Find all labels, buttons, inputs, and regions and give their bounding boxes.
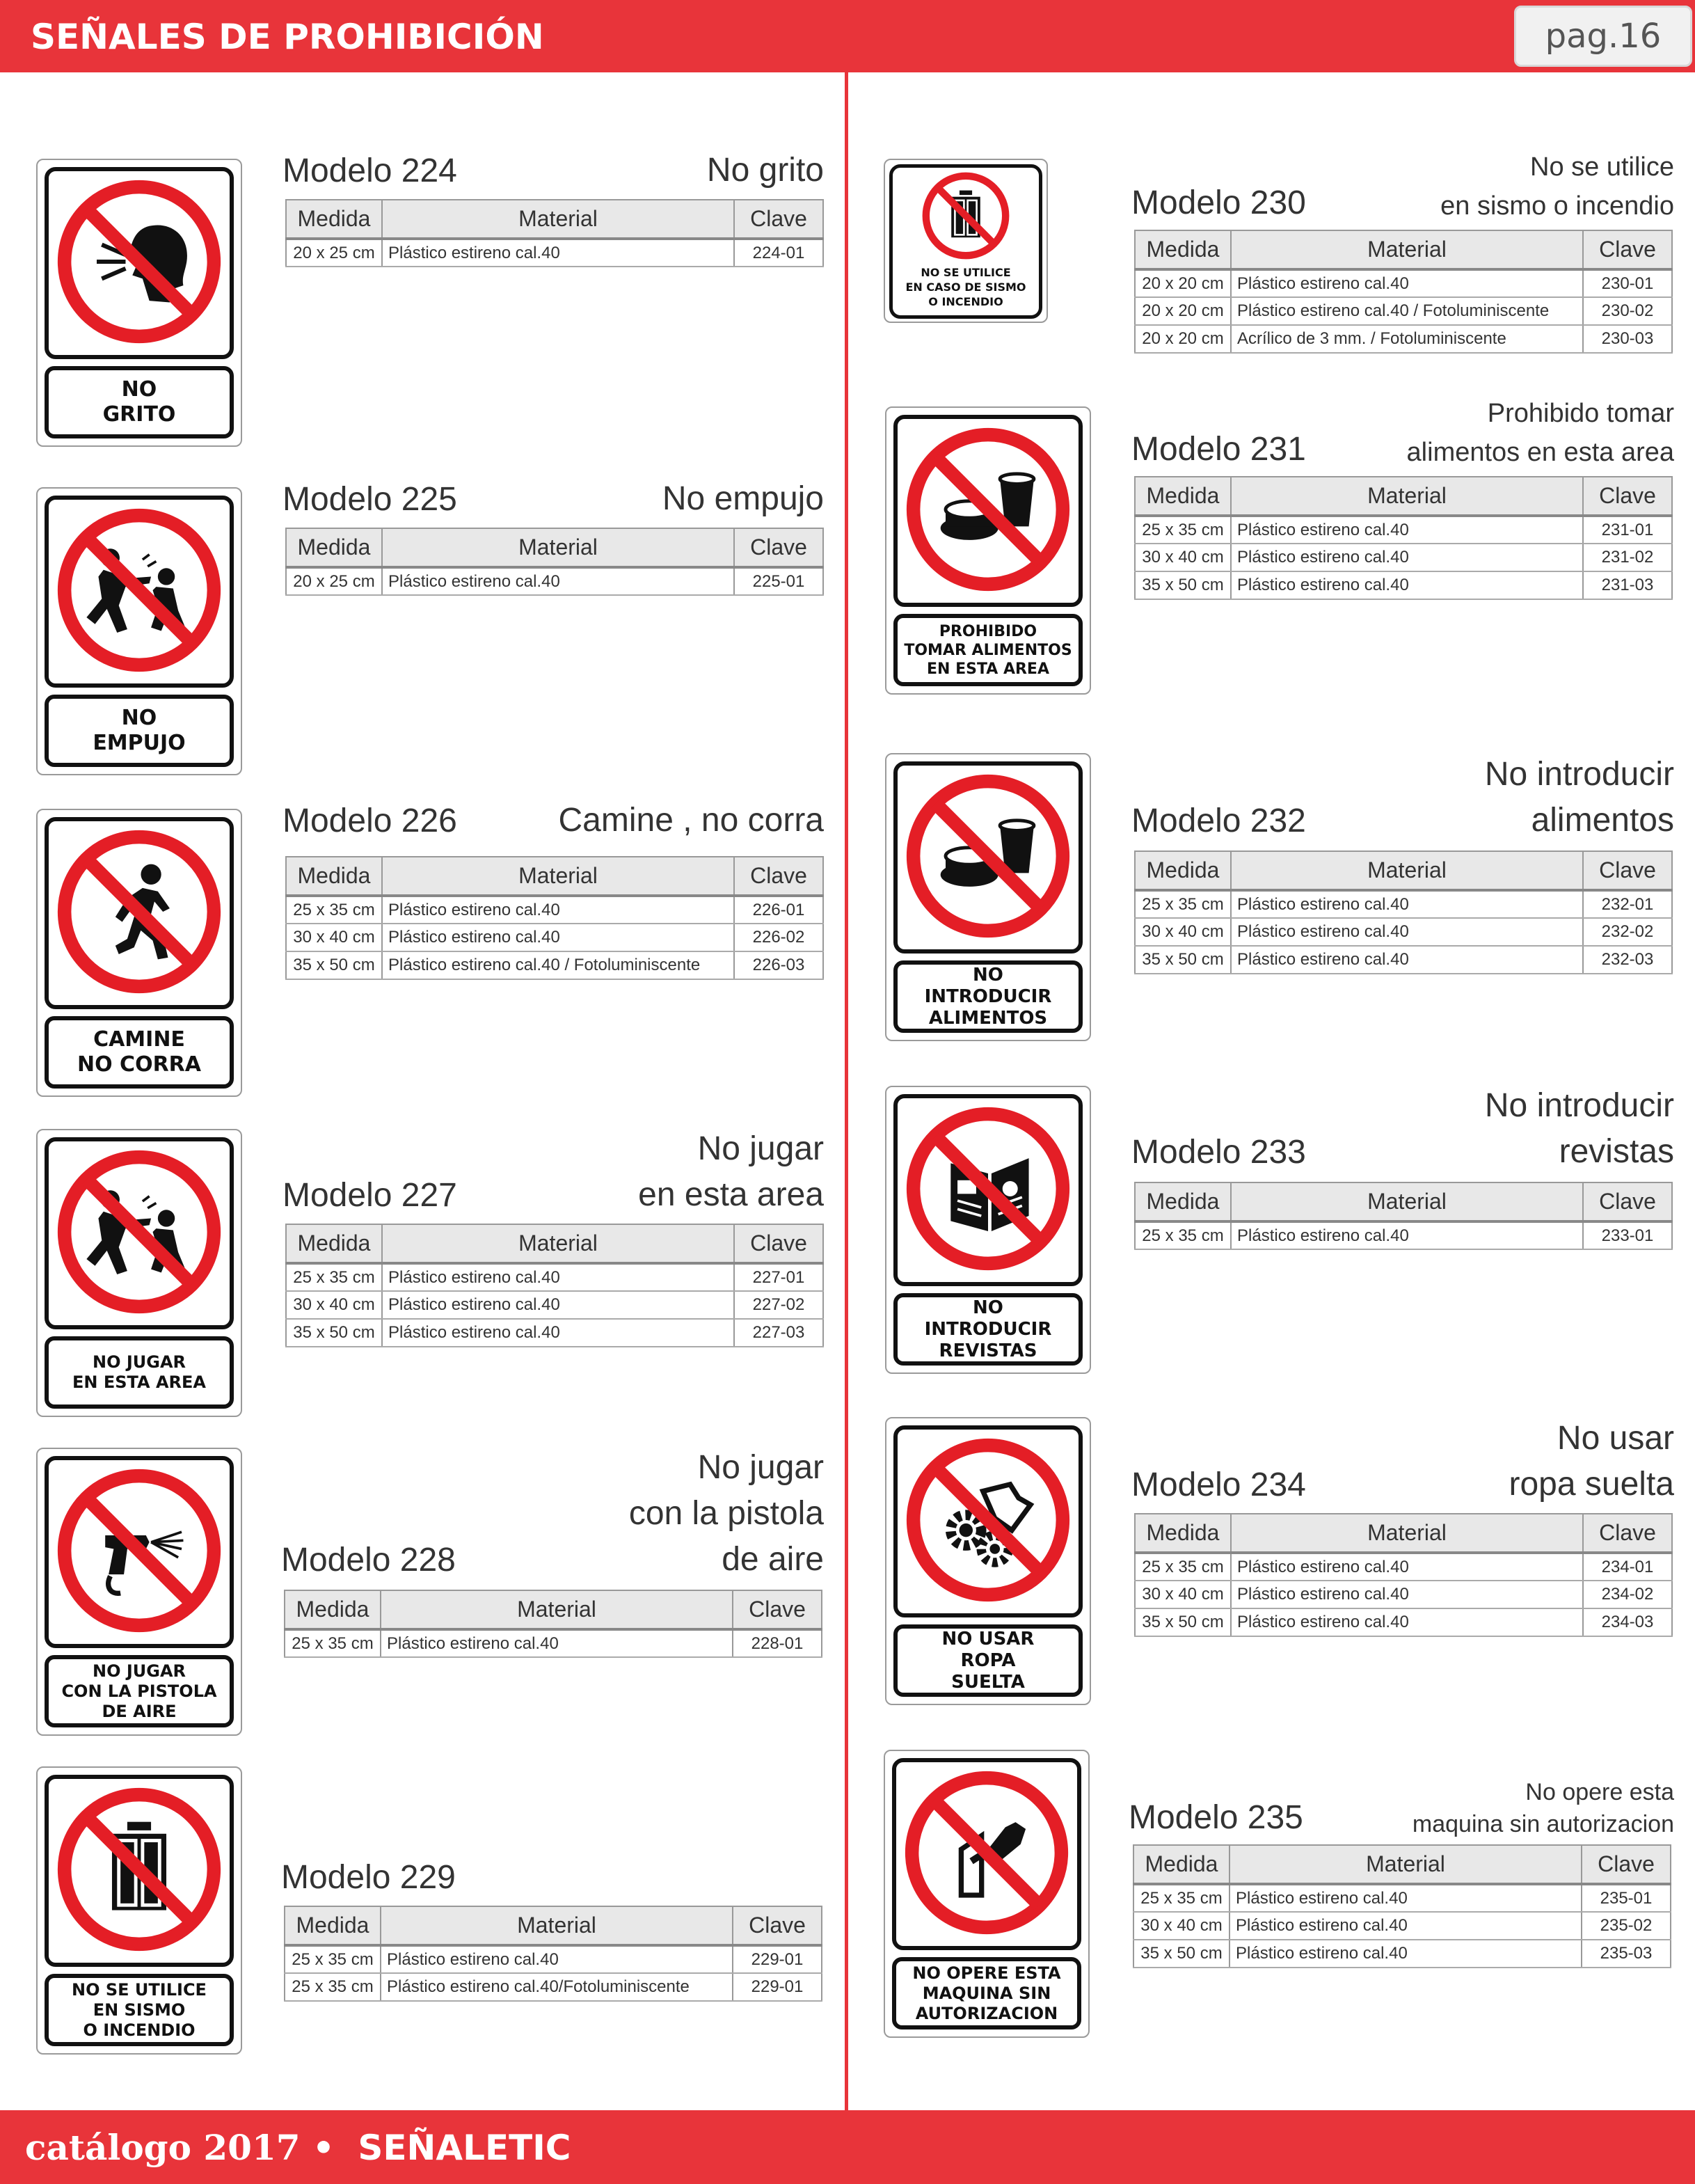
spec-table-232 — [1134, 850, 1673, 974]
table-row — [1133, 1912, 1671, 1940]
table-row — [286, 1291, 823, 1319]
sign-pictogram — [45, 496, 234, 688]
sign-pictogram — [45, 1137, 234, 1329]
food-and-drink-icon — [903, 425, 1073, 594]
sign-label: NO INTRODUCIR ALIMENTOS — [893, 960, 1083, 1033]
cell-code: 226-03 — [734, 951, 823, 979]
col-code: Clave — [734, 857, 823, 896]
cell-code: 232-03 — [1583, 946, 1672, 974]
col-code: Clave — [733, 1906, 822, 1945]
cell-code: 227-01 — [734, 1263, 823, 1291]
cell-code: 234-03 — [1583, 1608, 1672, 1636]
cell-size: 25 x 35 cm — [1135, 890, 1231, 918]
sign-label: NO EMPUJO — [45, 695, 234, 767]
sign-card-226 — [36, 809, 242, 1097]
sign-label: PROHIBIDO TOMAR ALIMENTOS EN ESTA AREA — [893, 614, 1083, 686]
sign-pictogram — [893, 1094, 1083, 1286]
cell-material: Plástico estireno cal.40 — [382, 1319, 734, 1347]
cell-material: Plástico estireno cal.40 — [1231, 516, 1583, 544]
model-title-229: Modelo 229 — [281, 1859, 456, 1896]
col-material: Material — [1231, 1514, 1583, 1553]
sign-card-228 — [36, 1448, 242, 1736]
table-row — [285, 1945, 822, 1973]
cell-material: Plástico estireno cal.40 — [381, 1629, 733, 1657]
col-code: Clave — [1583, 230, 1672, 269]
model-desc-230: No se utilice en sismo o incendio — [1440, 152, 1674, 221]
model-desc-224: No grito — [706, 152, 824, 189]
table-header-row — [1135, 230, 1672, 269]
cell-code: 225-01 — [734, 567, 823, 595]
cell-code: 233-01 — [1583, 1221, 1672, 1249]
sign-pictogram — [893, 415, 1083, 607]
sign-label: NO INTRODUCIR REVISTAS — [893, 1293, 1083, 1366]
col-code: Clave — [734, 528, 823, 567]
model-desc-233: No introducir revistas — [1484, 1087, 1674, 1170]
col-size: Medida — [285, 1590, 381, 1629]
col-code: Clave — [1583, 1514, 1672, 1553]
col-size: Medida — [1135, 230, 1231, 269]
cell-code: 230-02 — [1583, 297, 1672, 325]
cell-code: 228-01 — [733, 1629, 822, 1657]
magazines-icon — [903, 1104, 1073, 1274]
cell-code: 231-02 — [1583, 544, 1672, 571]
sign-card-230 — [884, 159, 1048, 323]
cell-code: 231-01 — [1583, 516, 1672, 544]
col-material: Material — [1231, 230, 1583, 269]
gears-and-hand-icon — [903, 1435, 1073, 1605]
col-code: Clave — [1582, 1845, 1671, 1884]
cell-size: 25 x 35 cm — [1133, 1884, 1230, 1912]
model-desc-231: Prohibido tomar alimentos en esta area — [1406, 399, 1674, 467]
spec-table-225 — [285, 528, 824, 596]
col-material: Material — [1230, 1845, 1582, 1884]
cell-material: Plástico estireno cal.40 — [1231, 544, 1583, 571]
spec-table-228 — [284, 1590, 822, 1658]
table-row — [286, 567, 823, 595]
cell-material: Plástico estireno cal.40 — [382, 239, 734, 267]
model-title-232: Modelo 232 — [1131, 802, 1306, 839]
cell-size: 30 x 40 cm — [1135, 1581, 1231, 1608]
sign-card-227 — [36, 1129, 242, 1417]
shouting-head-icon — [54, 177, 224, 347]
cell-size: 20 x 20 cm — [1135, 297, 1231, 325]
table-row — [1133, 1884, 1671, 1912]
cell-code: 226-02 — [734, 924, 823, 951]
cell-size: 35 x 50 cm — [1135, 571, 1231, 599]
cell-material: Plástico estireno cal.40 — [382, 1263, 734, 1291]
cell-material: Plástico estireno cal.40/Fotoluminiscente — [381, 1973, 733, 2001]
page-title: SEÑALES DE PROHIBICIÓN — [31, 17, 544, 57]
cell-size: 30 x 40 cm — [1135, 544, 1231, 571]
cell-material: Plástico estireno cal.40 — [1231, 946, 1583, 974]
col-code: Clave — [1583, 851, 1672, 890]
table-header-row — [286, 200, 823, 239]
sign-pictogram — [889, 164, 1042, 319]
footer-text — [25, 2127, 571, 2168]
table-row — [285, 1973, 822, 2001]
cell-code: 229-01 — [733, 1945, 822, 1973]
cell-size: 30 x 40 cm — [286, 1291, 382, 1319]
cell-size: 25 x 35 cm — [286, 896, 382, 924]
table-header-row — [285, 1590, 822, 1629]
table-row — [1135, 269, 1672, 297]
model-desc-227: No jugar en esta area — [638, 1130, 824, 1213]
table-row — [285, 1629, 822, 1657]
sign-label: NO OPERE ESTA MAQUINA SIN AUTORIZACION — [892, 1957, 1081, 2029]
col-code: Clave — [734, 200, 823, 239]
cell-material: Plástico estireno cal.40 — [1231, 918, 1583, 946]
cell-material: Plástico estireno cal.40 / Fotoluminiscente — [382, 951, 734, 979]
col-size: Medida — [1135, 477, 1231, 516]
cell-material: Plástico estireno cal.40 — [1231, 571, 1583, 599]
switch-hand-icon — [902, 1768, 1072, 1938]
model-desc-232: No introducir alimentos — [1484, 756, 1674, 839]
cell-size: 30 x 40 cm — [1133, 1912, 1230, 1940]
cell-size: 25 x 35 cm — [285, 1973, 381, 2001]
table-row — [1135, 1581, 1672, 1608]
col-material: Material — [382, 528, 734, 567]
spec-table-234 — [1134, 1513, 1673, 1637]
table-row — [1133, 1940, 1671, 1968]
table-row — [1135, 544, 1672, 571]
col-material: Material — [381, 1590, 733, 1629]
page-number: pag.16 — [1514, 6, 1692, 67]
sign-pictogram — [45, 167, 234, 359]
table-row — [1135, 1608, 1672, 1636]
cell-size: 25 x 35 cm — [285, 1945, 381, 1973]
elevator-icon — [921, 171, 1011, 261]
spec-table-230 — [1134, 230, 1673, 354]
model-title-224: Modelo 224 — [282, 152, 457, 189]
cell-size: 35 x 50 cm — [1135, 1608, 1231, 1636]
table-row — [286, 1319, 823, 1347]
col-material: Material — [382, 857, 734, 896]
sign-label: NO SE UTILICE EN SISMO O INCENDIO — [45, 1974, 234, 2046]
cell-code: 227-02 — [734, 1291, 823, 1319]
column-divider — [845, 72, 848, 2110]
cell-code: 226-01 — [734, 896, 823, 924]
col-size: Medida — [1135, 1182, 1231, 1221]
table-row — [1135, 890, 1672, 918]
model-title-234: Modelo 234 — [1131, 1466, 1306, 1503]
table-row — [1135, 516, 1672, 544]
col-size: Medida — [285, 1906, 381, 1945]
cell-material: Plástico estireno cal.40 — [382, 896, 734, 924]
footer-bullet: • — [312, 2127, 335, 2168]
spec-table-224 — [285, 199, 824, 267]
cell-material: Plástico estireno cal.40 — [382, 567, 734, 595]
cell-material: Plástico estireno cal.40 — [382, 1291, 734, 1319]
cell-material: Plástico estireno cal.40 — [1230, 1884, 1582, 1912]
table-row — [286, 951, 823, 979]
footer-brand: SEÑALETIC — [358, 2128, 571, 2168]
model-title-226: Modelo 226 — [282, 802, 457, 839]
sign-label: CAMINE NO CORRA — [45, 1016, 234, 1089]
page-header — [0, 0, 1695, 72]
model-desc-234: No usar ropa suelta — [1509, 1420, 1674, 1503]
table-header-row — [1135, 851, 1672, 890]
footer-catalog: catálogo 2017 — [25, 2127, 301, 2168]
cell-code: 231-03 — [1583, 571, 1672, 599]
model-desc-226: Camine , no corra — [558, 802, 824, 839]
model-title-235: Modelo 235 — [1129, 1799, 1303, 1836]
model-title-227: Modelo 227 — [282, 1177, 457, 1214]
model-desc-225: No empujo — [662, 480, 824, 517]
sign-card-225 — [36, 487, 242, 775]
cell-code: 227-03 — [734, 1319, 823, 1347]
cell-size: 25 x 35 cm — [1135, 1221, 1231, 1249]
cell-material: Plástico estireno cal.40 — [382, 924, 734, 951]
cell-code: 224-01 — [734, 239, 823, 267]
cell-code: 234-02 — [1583, 1581, 1672, 1608]
cell-size: 35 x 50 cm — [286, 1319, 382, 1347]
cell-size: 35 x 50 cm — [286, 951, 382, 979]
cell-material: Plástico estireno cal.40 — [1231, 1553, 1583, 1581]
table-header-row — [1133, 1845, 1671, 1884]
running-person-icon — [54, 827, 224, 997]
food-and-drink-icon — [903, 771, 1073, 941]
cell-size: 35 x 50 cm — [1135, 946, 1231, 974]
cell-size: 30 x 40 cm — [286, 924, 382, 951]
cell-material: Plástico estireno cal.40 — [1231, 890, 1583, 918]
table-row — [1135, 918, 1672, 946]
sign-pictogram — [893, 1425, 1083, 1617]
cell-code: 230-01 — [1583, 269, 1672, 297]
col-size: Medida — [286, 528, 382, 567]
model-title-228: Modelo 228 — [281, 1542, 456, 1578]
elevator-icon — [54, 1785, 224, 1954]
table-header-row — [285, 1906, 822, 1945]
cell-size: 30 x 40 cm — [1135, 918, 1231, 946]
col-size: Medida — [286, 1224, 382, 1263]
col-material: Material — [1231, 1182, 1583, 1221]
col-code: Clave — [733, 1590, 822, 1629]
table-header-row — [1135, 1182, 1672, 1221]
sign-pictogram — [45, 1775, 234, 1967]
col-code: Clave — [1583, 1182, 1672, 1221]
sign-label: NO GRITO — [45, 366, 234, 438]
table-row — [1135, 946, 1672, 974]
col-material: Material — [382, 200, 734, 239]
sign-card-224 — [36, 159, 242, 447]
col-size: Medida — [286, 200, 382, 239]
spec-table-227 — [285, 1224, 824, 1347]
cell-code: 235-03 — [1582, 1940, 1671, 1968]
cell-code: 234-01 — [1583, 1553, 1672, 1581]
sign-label: NO JUGAR EN ESTA AREA — [45, 1336, 234, 1409]
table-row — [1135, 1553, 1672, 1581]
cell-size: 20 x 25 cm — [286, 239, 382, 267]
cell-material: Plástico estireno cal.40 — [1230, 1940, 1582, 1968]
spec-table-229 — [284, 1906, 822, 2002]
col-material: Material — [1231, 477, 1583, 516]
model-title-225: Modelo 225 — [282, 481, 457, 518]
table-header-row — [286, 1224, 823, 1263]
sign-pictogram — [45, 817, 234, 1009]
page-footer — [0, 2110, 1695, 2184]
col-size: Medida — [1135, 1514, 1231, 1553]
pushing-people-icon — [54, 1147, 224, 1317]
cell-material: Plástico estireno cal.40 / Fotoluminiscente — [1231, 297, 1583, 325]
col-code: Clave — [734, 1224, 823, 1263]
sign-card-233 — [885, 1086, 1091, 1374]
cell-size: 25 x 35 cm — [1135, 1553, 1231, 1581]
model-title-233: Modelo 233 — [1131, 1134, 1306, 1171]
spec-table-235 — [1133, 1844, 1671, 1968]
cell-material: Plástico estireno cal.40 — [381, 1945, 733, 1973]
pushing-people-icon — [54, 505, 224, 675]
table-row — [1135, 325, 1672, 353]
cell-code: 235-02 — [1582, 1912, 1671, 1940]
table-row — [1135, 297, 1672, 325]
table-row — [286, 896, 823, 924]
cell-code: 232-02 — [1583, 918, 1672, 946]
model-desc-235: No opere esta maquina sin autorizacion — [1412, 1779, 1674, 1837]
table-row — [286, 239, 823, 267]
cell-material: Plástico estireno cal.40 — [1231, 1221, 1583, 1249]
table-row — [286, 1263, 823, 1291]
table-header-row — [286, 528, 823, 567]
sign-card-232 — [885, 753, 1091, 1041]
spec-table-226 — [285, 856, 824, 980]
cell-code: 229-01 — [733, 1973, 822, 2001]
cell-size: 20 x 20 cm — [1135, 269, 1231, 297]
table-header-row — [1135, 477, 1672, 516]
cell-size: 35 x 50 cm — [1133, 1940, 1230, 1968]
cell-code: 235-01 — [1582, 1884, 1671, 1912]
model-title-231: Modelo 231 — [1131, 431, 1306, 468]
sign-card-234 — [885, 1417, 1091, 1705]
sign-label: NO JUGAR CON LA PISTOLA DE AIRE — [45, 1655, 234, 1727]
col-code: Clave — [1583, 477, 1672, 516]
air-gun-icon — [54, 1466, 224, 1636]
cell-code: 232-01 — [1583, 890, 1672, 918]
cell-material: Plástico estireno cal.40 — [1231, 1608, 1583, 1636]
sign-pictogram — [893, 761, 1083, 953]
model-title-230: Modelo 230 — [1131, 184, 1306, 221]
col-material: Material — [382, 1224, 734, 1263]
table-row — [286, 924, 823, 951]
model-desc-228: No jugar con la pistola de aire — [628, 1449, 824, 1578]
cell-size: 20 x 25 cm — [286, 567, 382, 595]
cell-size: 25 x 35 cm — [285, 1629, 381, 1657]
cell-material: Plástico estireno cal.40 — [1231, 1581, 1583, 1608]
sign-pictogram — [892, 1758, 1081, 1950]
cell-size: 20 x 20 cm — [1135, 325, 1231, 353]
spec-table-233 — [1134, 1182, 1673, 1250]
sign-label: NO USAR ROPA SUELTA — [893, 1624, 1083, 1697]
col-material: Material — [381, 1906, 733, 1945]
cell-material: Acrílico de 3 mm. / Fotoluminiscente — [1231, 325, 1583, 353]
col-size: Medida — [1135, 851, 1231, 890]
cell-material: Plástico estireno cal.40 — [1230, 1912, 1582, 1940]
table-header-row — [286, 857, 823, 896]
cell-material: Plástico estireno cal.40 — [1231, 269, 1583, 297]
table-row — [1135, 571, 1672, 599]
sign-pictogram — [45, 1456, 234, 1648]
sign-card-229 — [36, 1766, 242, 2055]
spec-table-231 — [1134, 476, 1673, 600]
table-header-row — [1135, 1514, 1672, 1553]
cell-code: 230-03 — [1583, 325, 1672, 353]
col-material: Material — [1231, 851, 1583, 890]
sign-card-235 — [884, 1750, 1090, 2038]
cell-size: 25 x 35 cm — [1135, 516, 1231, 544]
sign-card-231 — [885, 406, 1091, 695]
table-row — [1135, 1221, 1672, 1249]
col-size: Medida — [286, 857, 382, 896]
cell-size: 25 x 35 cm — [286, 1263, 382, 1291]
sign-label: NO SE UTILICE EN CASO DE SISMO O INCENDIO — [905, 266, 1026, 308]
col-size: Medida — [1133, 1845, 1230, 1884]
